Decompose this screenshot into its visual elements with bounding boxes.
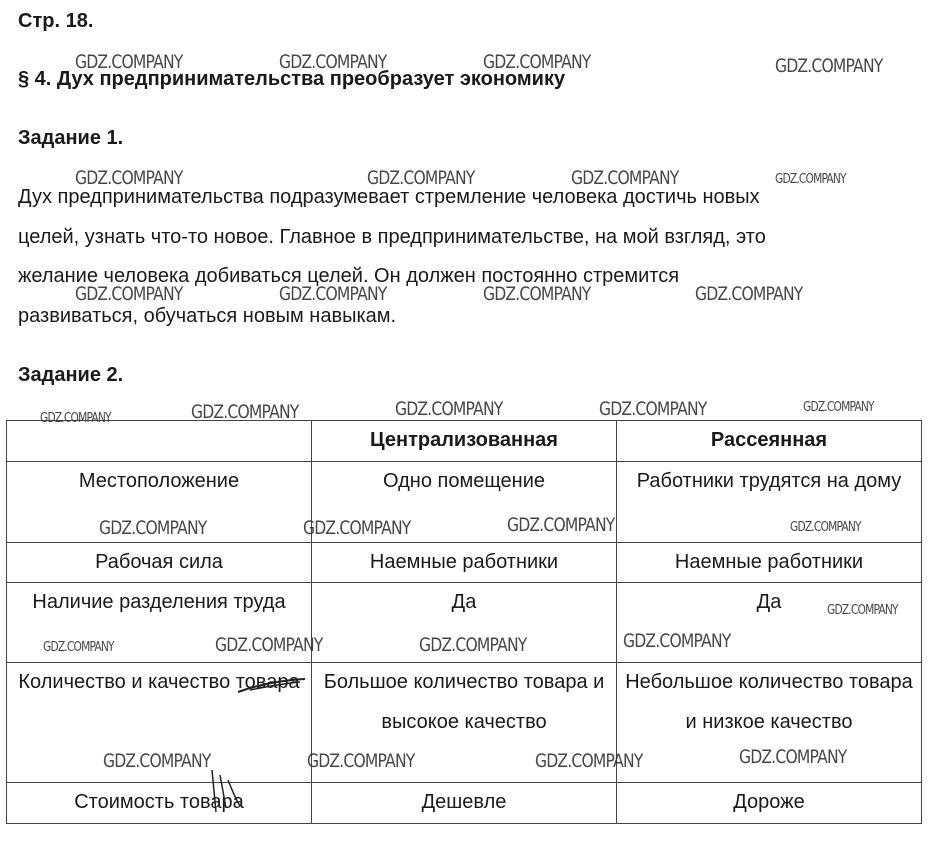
table-cell: Да bbox=[617, 583, 922, 663]
table-cell: Рабочая сила bbox=[7, 542, 312, 583]
watermark: GDZ.COMPANY bbox=[279, 283, 387, 305]
watermark: GDZ.COMPANY bbox=[99, 517, 207, 539]
watermark: GDZ.COMPANY bbox=[75, 51, 183, 73]
watermark: GDZ.COMPANY bbox=[775, 172, 846, 187]
table-cell: Небольшое количество товара и низкое качество bbox=[617, 663, 922, 783]
manufactory-table bbox=[6, 420, 922, 824]
watermark: GDZ.COMPANY bbox=[279, 51, 387, 73]
watermark: GDZ.COMPANY bbox=[775, 55, 883, 77]
watermark: GDZ.COMPANY bbox=[571, 167, 679, 189]
watermark: GDZ.COMPANY bbox=[599, 398, 707, 420]
watermark: GDZ.COMPANY bbox=[75, 283, 183, 305]
table-cell: Наличие разделения труда bbox=[7, 583, 312, 663]
task1-heading: Задание 1. bbox=[18, 127, 124, 149]
table-header-row bbox=[7, 421, 922, 462]
watermark: GDZ.COMPANY bbox=[40, 411, 111, 426]
table-cell: Количество и качество товара bbox=[7, 663, 312, 783]
watermark: GDZ.COMPANY bbox=[535, 750, 643, 772]
table-cell: Дороже bbox=[617, 783, 922, 824]
watermark: GDZ.COMPANY bbox=[215, 634, 323, 656]
watermark: GDZ.COMPANY bbox=[695, 283, 803, 305]
watermark: GDZ.COMPANY bbox=[483, 283, 591, 305]
watermark: GDZ.COMPANY bbox=[191, 401, 299, 423]
answer-line: развиваться, обучаться новым навыкам. bbox=[18, 304, 397, 327]
watermark: GDZ.COMPANY bbox=[739, 746, 847, 768]
watermark: GDZ.COMPANY bbox=[43, 640, 114, 655]
task2-heading: Задание 2. bbox=[18, 364, 124, 386]
table-row bbox=[7, 783, 922, 824]
table-row bbox=[7, 663, 922, 783]
watermark: GDZ.COMPANY bbox=[507, 514, 615, 536]
answer-line: целей, узнать что-то новое. Главное в предпринимательстве, на мой взгляд, это bbox=[18, 225, 766, 248]
table-header-cell: Рассеянная bbox=[617, 421, 922, 462]
table-cell: Местоположение bbox=[7, 461, 312, 542]
watermark: GDZ.COMPANY bbox=[303, 517, 411, 539]
table-cell: Наемные работники bbox=[312, 542, 617, 583]
watermark: GDZ.COMPANY bbox=[790, 520, 861, 535]
table-header-cell bbox=[7, 421, 312, 462]
table-cell: Дешевле bbox=[312, 783, 617, 824]
table-row bbox=[7, 583, 922, 663]
section-title: § 4. Дух предпринимательства преобразует экономику bbox=[18, 68, 566, 90]
watermark: GDZ.COMPANY bbox=[483, 51, 591, 73]
watermark: GDZ.COMPANY bbox=[827, 603, 898, 618]
table-cell: Наемные работники bbox=[617, 542, 922, 583]
table-row bbox=[7, 542, 922, 583]
table-header-cell: Централизованная bbox=[312, 421, 617, 462]
page-label: Стр. 18. bbox=[18, 10, 94, 32]
table-cell: Работники трудятся на дому bbox=[617, 461, 922, 542]
table-cell: Да bbox=[312, 583, 617, 663]
table-cell: Большое количество товара и высокое качество bbox=[312, 663, 617, 783]
table-cell: Стоимость товара bbox=[7, 783, 312, 824]
answer-line: Дух предпринимательства подразумевает стремление человека достичь новых bbox=[18, 186, 760, 208]
watermark: GDZ.COMPANY bbox=[307, 750, 415, 772]
watermark: GDZ.COMPANY bbox=[367, 167, 475, 189]
watermark: GDZ.COMPANY bbox=[75, 167, 183, 189]
task1-answer bbox=[18, 178, 908, 336]
answer-line: желание человека добиваться целей. Он должен постоянно стремится bbox=[18, 265, 680, 287]
table-row bbox=[7, 461, 922, 542]
watermark: GDZ.COMPANY bbox=[419, 634, 527, 656]
table-cell: Одно помещение bbox=[312, 461, 617, 542]
watermark: GDZ.COMPANY bbox=[623, 630, 731, 652]
watermark: GDZ.COMPANY bbox=[103, 750, 211, 772]
watermark: GDZ.COMPANY bbox=[803, 400, 874, 415]
watermark: GDZ.COMPANY bbox=[395, 398, 503, 420]
